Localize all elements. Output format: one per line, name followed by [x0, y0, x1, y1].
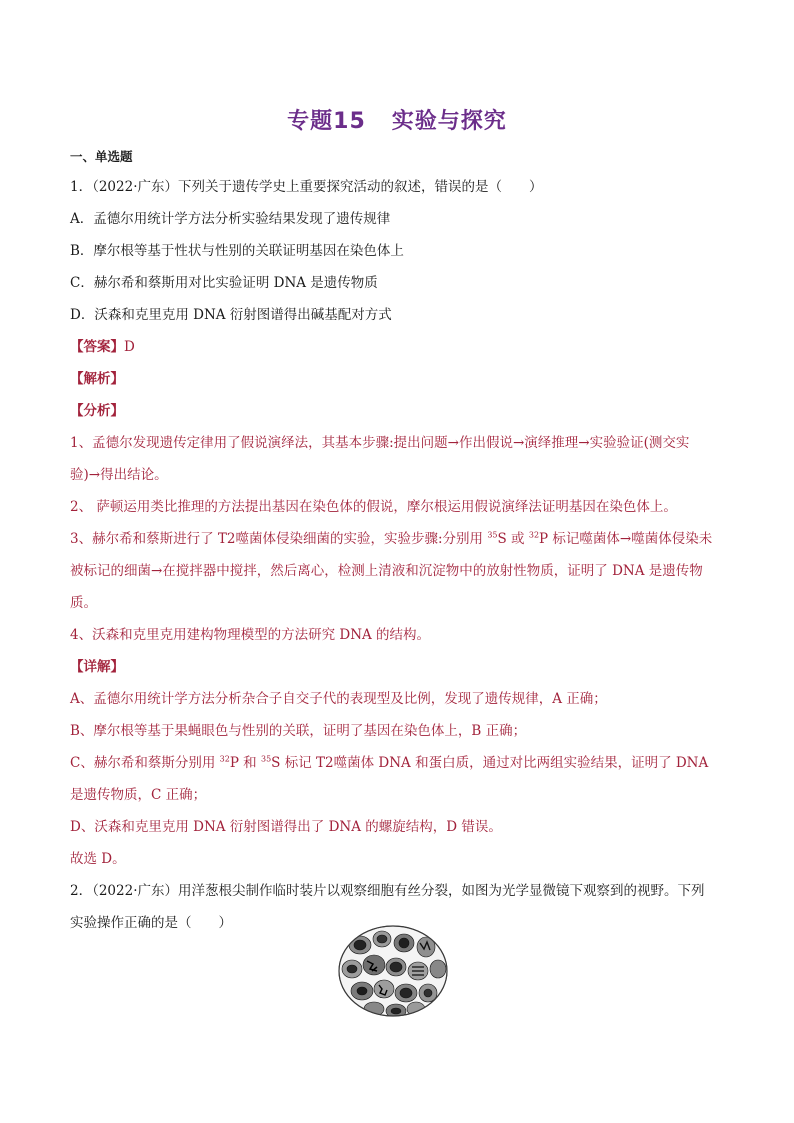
detail-a: A、孟德尔用统计学方法分析杂合子自交子代的表现型及比例，发现了遗传规律，A 正确；: [70, 691, 607, 707]
question-1-option-a: A．孟德尔用统计学方法分析实验结果发现了遗传规律: [70, 211, 391, 227]
fenxi-point-2: 2、 萨顿运用类比推理的方法提出基因在染色体的假说，摩尔根运用假说演绎法证明基因在染色体上。: [70, 499, 677, 515]
detail-b: B、摩尔根等基于果蝇眼色与性别的关联，证明了基因在染色体上，B 正确；: [70, 723, 527, 739]
fenxi-point-3: [70, 528, 722, 614]
page-title: [0, 104, 794, 135]
analysis-label: 【解析】: [70, 371, 124, 387]
detail-d: D、沃森和克里克用 DNA 衍射图谱得出了 DNA 的螺旋结构，D 错误。: [70, 819, 502, 835]
document-body: [70, 146, 722, 944]
microscope-cells-image: [338, 925, 448, 1017]
question-1-option-b: B．摩尔根等基于性状与性别的关联证明基因在染色体上: [70, 243, 404, 259]
detail-c: [70, 752, 722, 806]
fenxi-point-3-line-2: 被标记的细菌→在搅拌器中搅拌，然后离心，检测上清液和沉淀物中的放射性物质，证明了 DNA 是遗传物: [70, 563, 703, 579]
fenxi-point-1-line-2: 验)→得出结论。: [70, 467, 168, 483]
question-1-stem: 1．（2022·广东）下列关于遗传学史上重要探究活动的叙述，错误的是（ ）: [70, 179, 543, 195]
fenxi-point-1: [70, 432, 722, 486]
answer-label: 【答案】: [70, 339, 124, 355]
fenxi-point-4: 4、沃森和克里克用建构物理模型的方法研究 DNA 的结构。: [70, 627, 431, 643]
fenxi-point-3-line-1: 3、赫尔希和蔡斯进行了 T2噬菌体侵染细菌的实验，实验步骤:分别用 $^{35}$S 或 $^{32}$P 标记噬菌体→噬菌体侵染未: [70, 530, 713, 547]
detail-c-line-1: C、赫尔希和蔡斯分别用 $^{32}$P 和 $^{35}$S 标记 T2噬菌体 DNA 和蛋白质，通过对比两组实验结果，证明了 DNA: [70, 754, 709, 771]
fenxi-point-1-line-1: 1、孟德尔发现遗传定律用了假说演绎法，其基本步骤:提出问题→作出假说→演绎推理→实验验证(测交实: [70, 435, 690, 451]
section-heading: 一、单选题: [70, 149, 133, 164]
answer-line: [70, 336, 722, 358]
detail-label: 【详解】: [70, 659, 124, 675]
title-topic-number: 专题15: [287, 109, 366, 134]
title-topic-name: 实验与探究: [391, 109, 507, 134]
question-1-option-c: C．赫尔希和蔡斯用对比实验证明 DNA 是遗传物质: [70, 275, 378, 291]
question-2-stem-line-1: 2．（2022·广东）用洋葱根尖制作临时装片以观察细胞有丝分裂，如图为光学显微镜下观察到的视野。下列: [70, 883, 705, 899]
answer-value: D: [124, 339, 135, 355]
question-2-stem-line-2: 实验操作正确的是（ ）: [70, 915, 232, 931]
fenxi-label: 【分析】: [70, 403, 124, 419]
fenxi-point-3-line-3: 质。: [70, 595, 97, 611]
detail-c-line-2: 是遗传物质，C 正确；: [70, 787, 207, 803]
question-1-option-d: D．沃森和克里克用 DNA 衍射图谱得出碱基配对方式: [70, 307, 392, 323]
detail-conclusion: 故选 D。: [70, 851, 126, 867]
